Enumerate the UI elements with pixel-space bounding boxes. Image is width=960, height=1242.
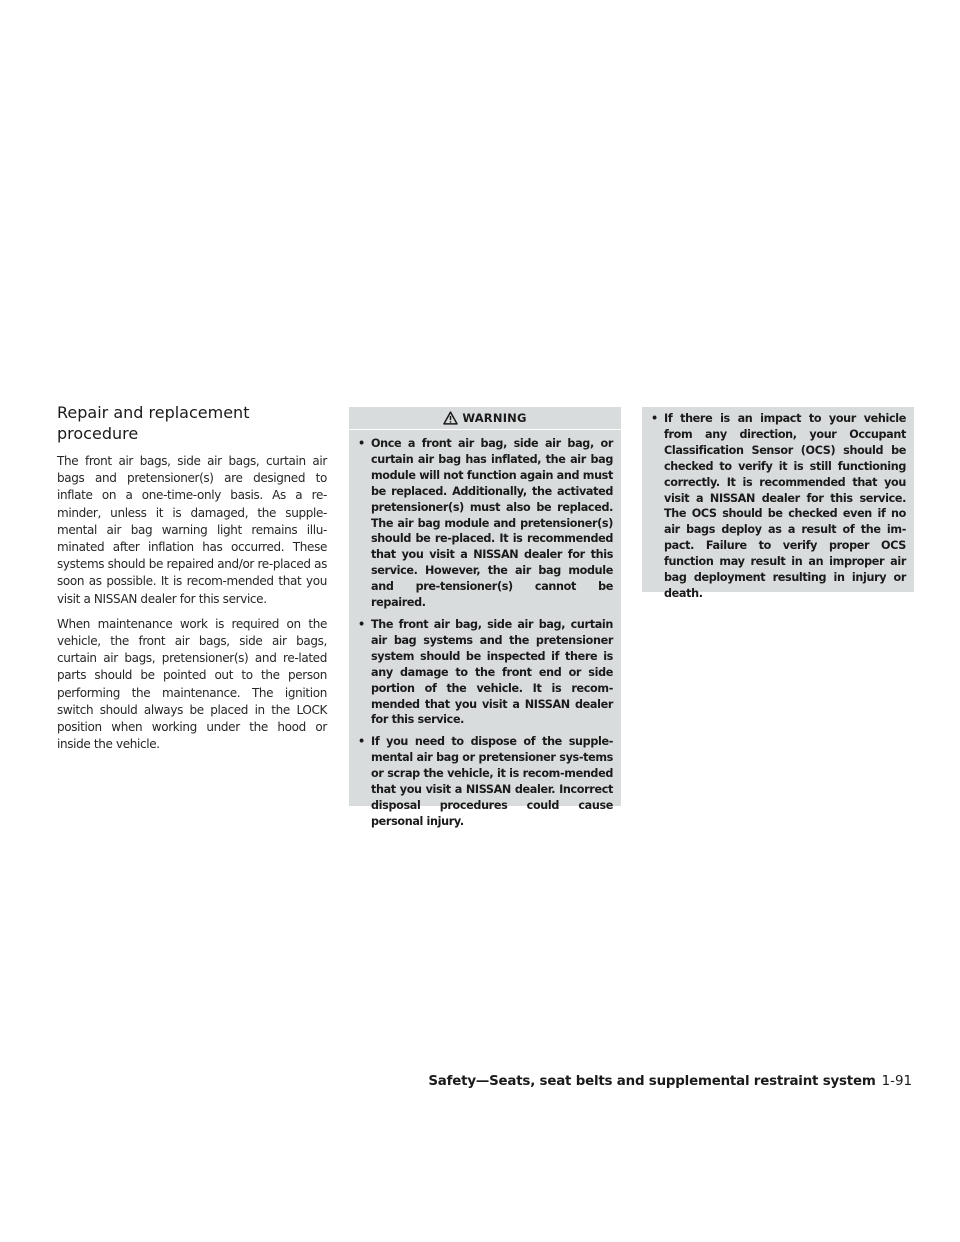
body-paragraph-1: The front air bags, side air bags, curtain air bags and pretensioner(s) are designed to inflate on a one-time-only basis. As a re-minder, unless it is damaged, the supple-mental air bag warning light remains illu-minated after inflation has occurred. These systems should be repaired and/or re-placed as soon as possible. It is recom-mended that you visit a NISSAN dealer for this service. — [57, 454, 327, 606]
warning-item — [357, 436, 613, 611]
bullet: • — [358, 617, 365, 631]
page-footer — [428, 1074, 912, 1089]
warning-item-text: Once a front air bag, side air bag, or curtain air bag has inflated, the air bag module will not function again and must be replaced. Additionally, the activated pretensioner(s) must also be replaced. The air bag module and pretensioner(s) should be re-placed. It is recommended that you visit a NISSAN dealer for this service. However, the air bag module and pre-tensioner(s) cannot be repaired. — [371, 437, 613, 610]
bullet: • — [358, 735, 365, 749]
bullet: • — [651, 412, 658, 425]
warning-item-text: If there is an impact to your vehicle from any direction, your Occupant Classification Sensor (OCS) should be checked to verify it is still functioning correctly. It is recommended that you visit a NISSAN dealer for this service. The OCS should be checked even if no air bags deploy as a result of the im-pact. Failure to verify proper OCS function may result in an improper air bag deployment resulting in injury or death. — [664, 412, 906, 600]
warning-triangle-icon — [443, 411, 458, 425]
warning-item — [650, 411, 906, 602]
page-number: 1-91 — [881, 1074, 912, 1089]
chapter-title: Safety—Seats, seat belts and supplemental restraint system — [428, 1074, 876, 1089]
warning-item-text: If you need to dispose of the supple-mental air bag or pretensioner sys-tems or scrap the vehicle, it is recom-mended that you visit a NISSAN dealer. Incorrect disposal procedures could cause personal injury. — [371, 735, 613, 828]
warning-box — [349, 407, 621, 828]
body-paragraph-2: When maintenance work is required on the vehicle, the front air bags, side air bags, curtain air bags, pretensioner(s) and re-lated parts should be pointed out to the person performing the maintenance. The ignition switch should always be placed in the LOCK position when working under the hood or inside the vehicle. — [57, 616, 327, 752]
bullet: • — [358, 437, 365, 450]
left-column — [57, 402, 327, 761]
section-title-line2: procedure — [57, 424, 139, 443]
warning-list — [349, 430, 621, 830]
warning-title: WARNING — [462, 411, 527, 425]
section-title-line1: Repair and replacement — [57, 403, 250, 422]
warning-list-continued — [642, 407, 914, 602]
warning-item-text: The front air bag, side air bag, curtain air bag systems and the pretensioner system should be inspected if there is any damage to the front end or side portion of the vehicle. It is recom-mended that you visit a NISSAN dealer for this service. — [371, 617, 613, 727]
warning-box-continued — [642, 407, 914, 600]
warning-item — [357, 734, 613, 829]
warning-item — [357, 617, 613, 728]
section-title — [57, 402, 327, 444]
warning-header — [349, 407, 621, 430]
